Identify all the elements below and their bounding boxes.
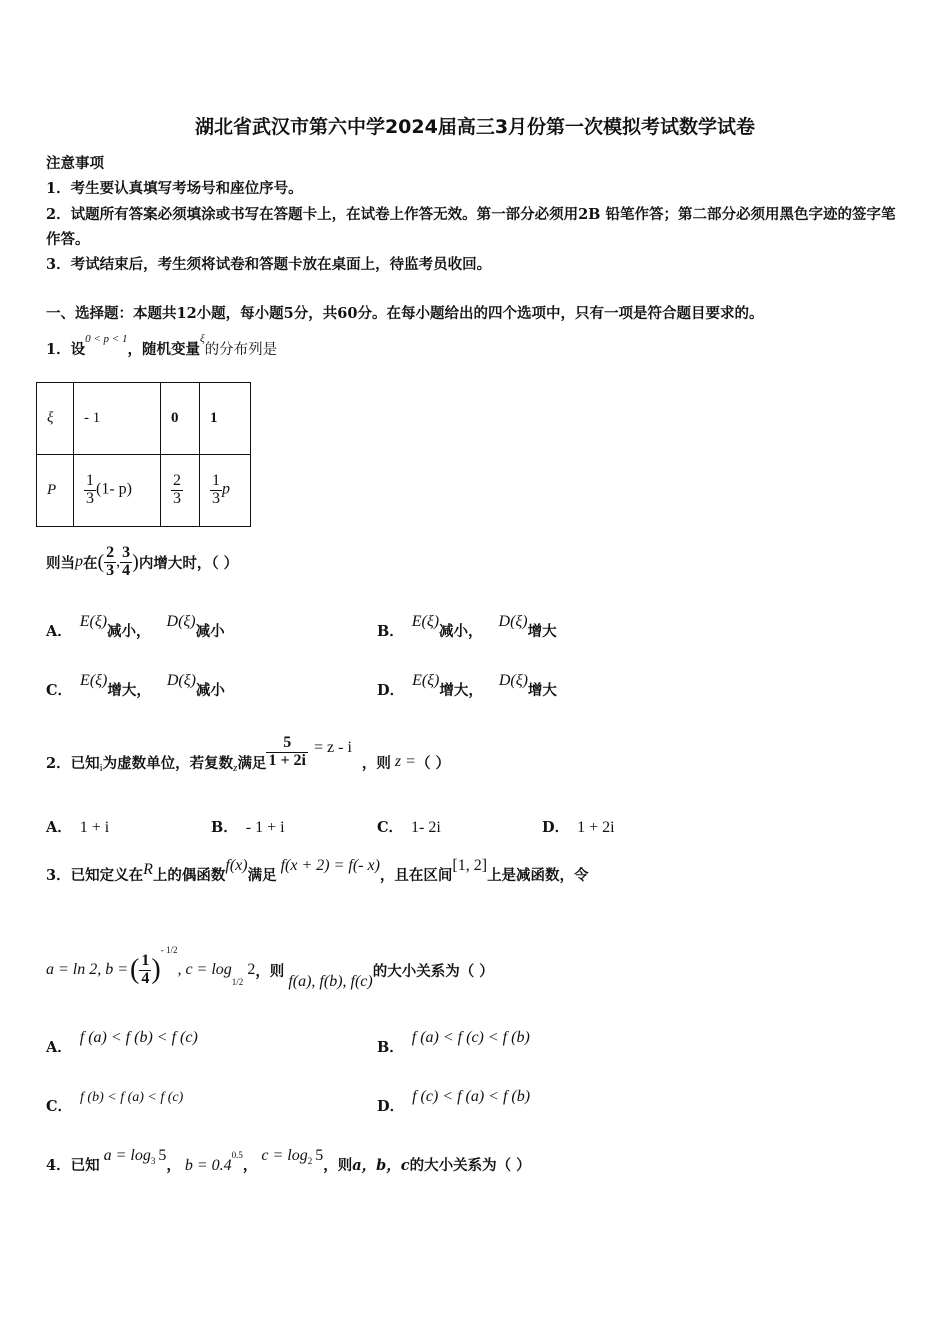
table-row [37, 383, 251, 455]
comma: , [116, 553, 121, 570]
paren: ( [97, 550, 105, 573]
text: 3．已知定义在 [46, 867, 144, 884]
table-cell: 1 [200, 383, 251, 455]
fraction: $\frac{1}{4}$ [141, 951, 150, 987]
text: 4．已知 [46, 1157, 100, 1174]
def-a: a = log [103, 1147, 151, 1164]
vars: a，b，c [352, 1157, 410, 1174]
text: 在 [83, 554, 98, 572]
table-cell: 0 [161, 383, 200, 455]
def-c: , c = log [177, 961, 232, 978]
log-base: 2 [307, 1156, 313, 1166]
text: 内增大时，（ ） [138, 554, 239, 572]
text: 为虚数单位，若复数 [102, 754, 234, 772]
fraction: $\frac{2}{3}$ [173, 472, 181, 507]
f-list: f(a), f(b), f(c) [288, 973, 373, 990]
q1-stem [46, 333, 278, 359]
q1-option-a[interactable]: A．E(ξ)减小，D(ξ)减小 [46, 613, 225, 640]
text: ， [242, 1157, 258, 1174]
notice-heading: 注意事项 [46, 155, 104, 172]
q2-stem [46, 732, 450, 792]
q1-option-c[interactable]: C．E(ξ)增大，D(ξ)减小 [46, 672, 225, 699]
text: ，且在区间 [379, 867, 453, 884]
page-title: 湖北省武汉市第六中学2024届高三3月份第一次模拟考试数学试卷 [194, 116, 756, 138]
log-arg: 5 [158, 1147, 167, 1164]
log-base: 1/2 [231, 977, 244, 987]
q3-definitions: a = ln 2, b = ( $\frac{1}{4}$ ) - 1/2 , c = log 1/2 2 ，则 f(a), f(b), f(c) 的大小关系为（ ） [46, 945, 494, 990]
var-i: i [99, 762, 103, 774]
text: 上的偶函数 [152, 867, 226, 884]
q3-option-b[interactable]: B．f (a) < f (c) < f (b) [377, 1029, 530, 1056]
text: （ ） [415, 754, 450, 772]
q2-option-b[interactable]: B． - 1 + i [211, 819, 285, 836]
log-arg: 2 [247, 961, 256, 978]
table-cell: $\frac{1}{3}$ (1- p) [74, 455, 161, 527]
q1-mid: ，随机变量 [127, 341, 200, 358]
q1-option-d[interactable]: D．E(ξ)增大，D(ξ)增大 [377, 672, 557, 699]
f-of-x: f(x) [225, 857, 248, 874]
text: 的大小关系为（ ） [409, 1157, 531, 1174]
q2-option-a[interactable]: A． 1 + i [46, 819, 110, 836]
q1-option-b[interactable]: B．E(ξ)减小，D(ξ)增大 [377, 613, 557, 640]
text: ，则 [361, 754, 391, 772]
equation-rhs: = z - i [314, 739, 352, 756]
log-base: 3 [150, 1156, 156, 1166]
distribution-table [36, 382, 251, 527]
text: 2．已知 [46, 754, 100, 772]
table-cell [161, 455, 200, 527]
table-cell: ξ [37, 383, 74, 455]
q1-xi: ξ [199, 333, 205, 345]
q2-option-d[interactable]: D． 1 + 2i [542, 819, 615, 836]
def-b: b = 0.4 [184, 1157, 232, 1174]
var-z: z [233, 762, 238, 774]
interval: [1, 2] [452, 857, 488, 874]
q1-prefix: 1．设 [46, 341, 86, 358]
var-R: R [143, 861, 153, 878]
table-cell: $\frac{1}{3}$ p [200, 455, 251, 527]
z-equals: z = [394, 753, 416, 770]
equation: f(x + 2) = f(- x) [280, 857, 380, 874]
q3-option-c[interactable]: C．f (b) < f (a) < f (c) [46, 1090, 184, 1115]
text: 上是减函数，令 [487, 867, 589, 884]
q2-option-c[interactable]: C． 1- 2i [377, 819, 441, 836]
text: ， [166, 1157, 181, 1174]
q3-option-d[interactable]: D．f (c) < f (a) < f (b) [377, 1088, 531, 1115]
text: ，则 [323, 1157, 353, 1174]
text: 满足 [247, 867, 277, 884]
table-row [37, 455, 251, 527]
notice-item-3: 3．考试结束后，考生须将试卷和答题卡放在桌面上，待监考员收回。 [46, 256, 492, 273]
q4-stem [46, 1147, 531, 1175]
fraction: $\frac{5}{1 + 2i}$ [268, 733, 306, 769]
fraction: $\frac{1}{3}$ [86, 472, 94, 507]
paren: ) [132, 550, 139, 573]
notice-item-2: 2．试题所有答案必须填涂或书写在答题卡上，在试卷上作答无效。第一部分必须用2B 铅笔作答；第二部分必须用黑色字迹的签字笔作答。 [46, 206, 896, 248]
q3-stem [46, 857, 589, 885]
exponent: - 1/2 [160, 945, 178, 955]
table-cell: - 1 [74, 383, 161, 455]
notice-item-1: 1．考生要认真填写考场号和座位序号。 [46, 180, 303, 197]
text: ，则 [255, 962, 285, 980]
q1-when [46, 532, 238, 592]
section-heading: 一、选择题：本题共12小题，每小题5分，共60分。在每小题给出的四个选项中，只有一项是符合题目要求的。 [46, 305, 764, 322]
text: 则当 [46, 554, 75, 572]
text: 满足 [237, 754, 267, 772]
log-arg: 5 [315, 1147, 324, 1164]
var-p: p [75, 553, 83, 570]
exponent: 0.5 [231, 1150, 243, 1160]
def-a-b: a = ln 2, b = [46, 961, 129, 978]
def-c: c = log [261, 1147, 308, 1164]
q1-suffix: 的分布列是 [204, 342, 278, 358]
q1-condition: 0 < p < 1 [85, 333, 128, 345]
table-cell: P [37, 455, 74, 527]
fraction: $\frac{3}{4}$ [122, 543, 131, 579]
text: 的大小关系为（ ） [372, 962, 494, 980]
fraction: $\frac{1}{3}$ [212, 472, 220, 507]
q3-option-a[interactable]: A．f (a) < f (b) < f (c) [46, 1029, 198, 1056]
fraction: $\frac{2}{3}$ [106, 543, 115, 579]
